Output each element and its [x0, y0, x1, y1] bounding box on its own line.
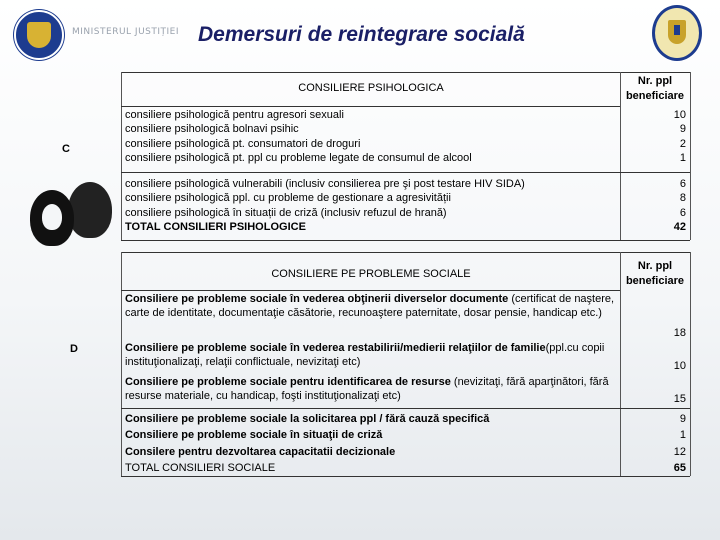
section-c-col-header: [620, 74, 690, 104]
table-row: consiliere psihologică bolnavi psihic: [125, 123, 299, 136]
table-row: [125, 341, 617, 370]
table-row: [125, 292, 617, 321]
table-row: consiliere psihologică vulnerabili (inclusiv consilierea pre şi post testare HIV SIDA): [125, 178, 525, 190]
row-value: 9: [679, 123, 686, 136]
section-c-values-group-1: [646, 108, 686, 165]
table-row: consiliere psihologică pt. ppl cu probleme legate de consumul de alcool: [125, 151, 472, 164]
page-title: Demersuri de reintegrare socială: [198, 23, 525, 46]
table-row: [125, 375, 617, 404]
row-value: 9: [679, 413, 686, 425]
section-d-letter: D: [70, 343, 78, 355]
section-d-col-header: [620, 259, 690, 289]
row-value: 18: [673, 327, 686, 339]
row-value: 1: [679, 429, 686, 442]
penitentiary-crest-icon: [652, 5, 702, 61]
row-value: 1: [679, 151, 686, 164]
row-value: 12: [673, 445, 686, 458]
ministry-name: MINISTERUL JUSTIȚIEI: [72, 27, 180, 37]
government-logo-icon: [14, 10, 64, 60]
row-label: Consiliere pe probleme sociale pentru identificarea de resurse: [125, 376, 451, 388]
silhouette-heads-icon: [24, 180, 122, 250]
total-value: 42: [673, 220, 686, 233]
col-header-line-2: beneficiare: [625, 275, 685, 287]
row-detail: (ppl.cu copii instituţionalizaţi, relaţii conflictuale, nevizitaţi etc): [125, 342, 605, 369]
col-header-line-2: beneficiare: [625, 90, 685, 102]
col-header-line-1: Nr. ppl: [637, 75, 673, 87]
section-c-values-group-2: [646, 177, 686, 234]
row-value: 10: [673, 109, 686, 121]
table-row: Consiliere pe probleme sociale în situaţii de criză: [125, 429, 383, 442]
row-label: Consiliere pe probleme sociale în vederea restabilirii/medierii relaţiilor de familie: [125, 342, 546, 354]
table-row: Consilere pentru dezvoltarea capacitatii decizionale: [125, 445, 396, 458]
row-value: 6: [679, 178, 686, 190]
table-row: Consiliere pe probleme sociale la solicitarea ppl / fără cauză specifică: [125, 413, 490, 425]
col-header-line-1: Nr. ppl: [637, 260, 673, 272]
table-row: consiliere psihologică în situații de criză (inclusiv refuzul de hrană): [125, 206, 447, 219]
row-label: Consiliere pe probleme sociale în vederea obţinerii diverselor documente: [125, 293, 509, 305]
row-value: 6: [679, 206, 686, 219]
section-c-letter: C: [62, 143, 70, 155]
row-value: 2: [679, 137, 686, 150]
row-detail: (nevizitaţi, fără aparţinători, fără resurse materiale, cu handicap, foşti instituţionalizaţi etc): [125, 376, 609, 403]
table-row: consiliere psihologică pentru agresori sexuali: [125, 109, 344, 121]
total-row: TOTAL CONSILIERI PSIHOLOGICE: [125, 220, 306, 233]
row-value: 10: [673, 360, 686, 372]
table-row: consiliere psihologică pt. consumatori de droguri: [125, 137, 361, 150]
section-d-rows-group-2: [125, 411, 489, 477]
section-c-rows-group-2: [125, 177, 525, 234]
row-value: 15: [673, 393, 686, 405]
section-d-heading: CONSILIERE PE PROBLEME SOCIALE: [271, 268, 471, 280]
section-c-heading: CONSILIERE PSIHOLOGICA: [298, 82, 444, 94]
row-detail: (certificat de naştere, carte de identitate, documentaţie căsătorie, recunoaştere paternitate, dosar pensie, handicap etc.): [125, 293, 615, 320]
row-value: 8: [679, 192, 686, 205]
section-d-values-group-2: [646, 411, 686, 477]
total-value: 65: [673, 462, 686, 475]
section-c-rows-group-1: [125, 108, 472, 165]
total-row: TOTAL CONSILIERI SOCIALE: [125, 462, 276, 475]
table-row: consiliere psihologică ppl. cu probleme de gestionare a agresivității: [125, 192, 451, 205]
